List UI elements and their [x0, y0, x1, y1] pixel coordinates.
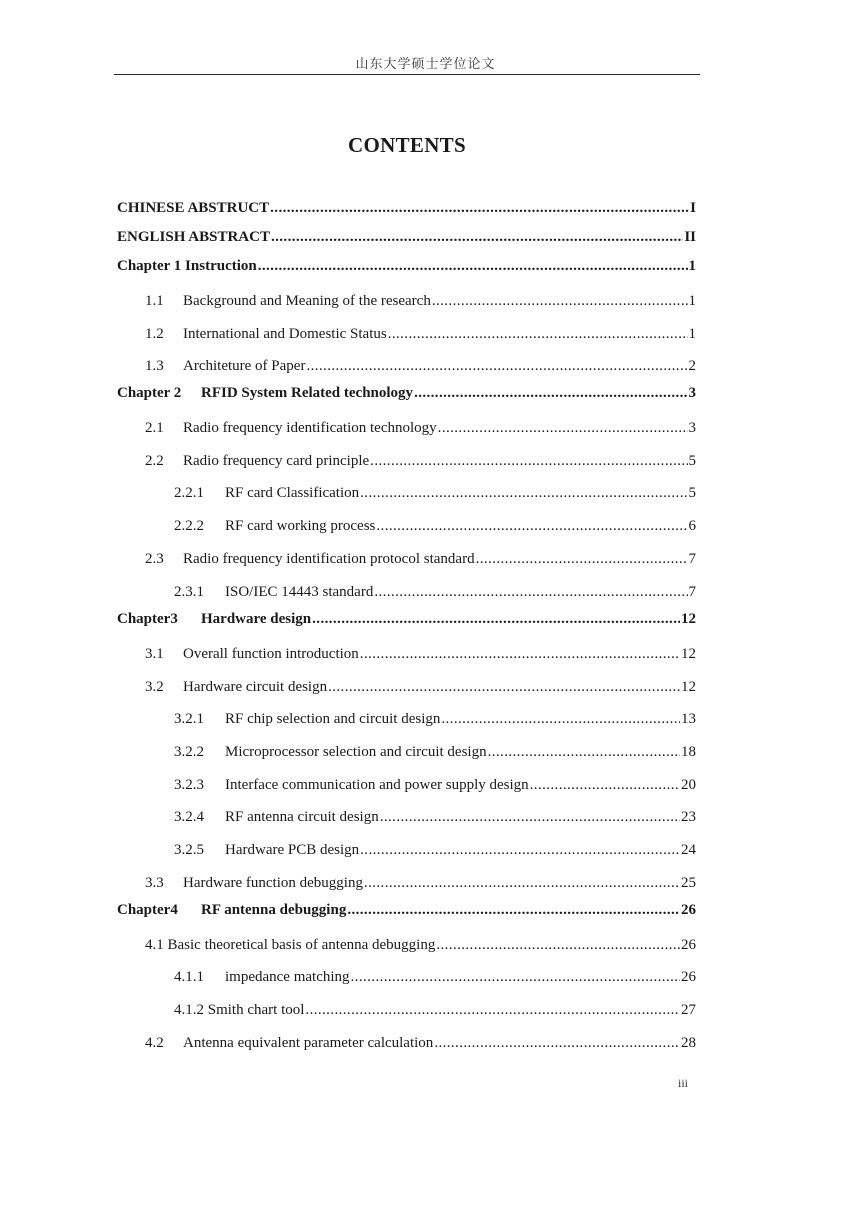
toc-number: 2.2 [145, 453, 164, 469]
toc-number: Chapter 2 [117, 385, 182, 401]
toc-page: 1 [688, 326, 696, 342]
toc-page: 24 [681, 842, 696, 858]
dot-leader [530, 775, 680, 795]
toc-label: Architeture of Paper [183, 358, 306, 374]
dot-leader [360, 483, 687, 503]
toc-entry-3-2-3[interactable] [174, 775, 696, 795]
toc-page: 12 [681, 646, 696, 662]
toc-label: impedance matching [225, 969, 350, 985]
toc-page: 25 [681, 875, 696, 891]
dot-leader [436, 935, 680, 955]
dot-leader [374, 582, 687, 602]
toc-number: Chapter4 [117, 902, 178, 918]
toc-number: 1.3 [145, 358, 164, 374]
toc-number: 2.2.1 [174, 485, 204, 501]
toc-page: 28 [681, 1035, 696, 1051]
toc-entry-4-1-1[interactable] [174, 967, 696, 987]
dot-leader [488, 742, 680, 762]
toc-label: Antenna equivalent parameter calculation [183, 1035, 434, 1051]
toc-entry-4-1-2[interactable] [174, 1000, 696, 1020]
toc-label: Chapter 1 Instruction [117, 258, 257, 274]
dot-leader [370, 451, 687, 471]
toc-page: 2 [688, 358, 696, 374]
toc-entry-chapter-3[interactable] [117, 609, 696, 629]
toc-number: 3.3 [145, 875, 164, 891]
toc-number: 3.1 [145, 646, 164, 662]
dot-leader [476, 549, 688, 569]
toc-label: Hardware design [201, 611, 312, 627]
toc-label: Hardware circuit design [183, 679, 328, 695]
toc-entry-3-2-5[interactable] [174, 840, 696, 860]
toc-page: 7 [688, 584, 696, 600]
toc-entry-3-2[interactable] [145, 677, 696, 697]
dot-leader [360, 840, 680, 860]
toc-number: 3.2.4 [174, 809, 204, 825]
dot-leader [270, 198, 689, 218]
page-folio: iii [678, 1076, 689, 1090]
toc-page: 1 [688, 293, 696, 309]
toc-page: 20 [681, 777, 696, 793]
toc-entry-chapter-1[interactable] [117, 256, 696, 276]
toc-label: CHINESE ABSTRUCT [117, 200, 270, 216]
dot-leader [328, 677, 680, 697]
dot-leader [414, 383, 687, 403]
toc-entry-4-2[interactable] [145, 1033, 696, 1053]
toc-page: 3 [688, 420, 696, 436]
toc-label: 4.1.2 Smith chart tool [174, 1002, 305, 1018]
toc-label: ISO/IEC 14443 standard [225, 584, 374, 600]
dot-leader [305, 1000, 680, 1020]
dot-leader [351, 967, 680, 987]
toc-entry-2-2[interactable] [145, 451, 696, 471]
toc-entry-chapter-2[interactable] [117, 383, 696, 403]
toc-number: 3.2.2 [174, 744, 204, 760]
toc-label: RFID System Related technology [201, 385, 414, 401]
dot-leader [432, 291, 688, 311]
running-header: 山东大学硕士学位论文 [355, 57, 496, 72]
toc-entry-3-2-4[interactable] [174, 807, 696, 827]
toc-number: 3.2 [145, 679, 164, 695]
toc-label: RF card working process [225, 518, 376, 534]
toc-page: 6 [688, 518, 696, 534]
toc-label: RF antenna debugging [201, 902, 347, 918]
toc-page: 12 [681, 611, 696, 627]
toc-label: Radio frequency card principle [183, 453, 370, 469]
toc-page: 26 [681, 969, 696, 985]
toc-page: I [690, 200, 696, 216]
toc-label: Overall function introduction [183, 646, 359, 662]
toc-page: 7 [688, 551, 696, 567]
toc-label: Radio frequency identification protocol standard [183, 551, 475, 567]
dot-leader [441, 709, 680, 729]
toc-label: Background and Meaning of the research [183, 293, 431, 309]
toc-page: 5 [688, 485, 696, 501]
toc-entry-2-3[interactable] [145, 549, 696, 569]
toc-label: Hardware function debugging [183, 875, 363, 891]
toc-page: 26 [681, 902, 696, 918]
toc-label: RF chip selection and circuit design [225, 711, 441, 727]
toc-label: ENGLISH ABSTRACT [117, 229, 270, 245]
toc-label: Hardware PCB design [225, 842, 360, 858]
toc-page: 3 [688, 385, 696, 401]
dot-leader [312, 609, 680, 629]
toc-page: 13 [681, 711, 696, 727]
dot-leader [364, 873, 680, 893]
dot-leader [380, 807, 680, 827]
toc-label: Radio frequency identification technology [183, 420, 437, 436]
toc-page: II [684, 229, 696, 245]
toc-entry-1-3[interactable] [145, 356, 696, 376]
toc-number: 1.1 [145, 293, 164, 309]
toc-entry-2-2-2[interactable] [174, 516, 696, 536]
dot-leader [306, 356, 687, 376]
toc-entry-3-1[interactable] [145, 644, 696, 664]
toc-number: 3.2.5 [174, 842, 204, 858]
toc-entry-2-3-1[interactable] [174, 582, 696, 602]
toc-page: 27 [681, 1002, 696, 1018]
toc-page: 23 [681, 809, 696, 825]
dot-leader [271, 227, 683, 247]
toc-number: 3.2.1 [174, 711, 204, 727]
toc-entry-3-2-1[interactable] [174, 709, 696, 729]
toc-page: 5 [688, 453, 696, 469]
toc-label: RF card Classification [225, 485, 360, 501]
toc-entry-chinese-abstract[interactable] [117, 198, 696, 218]
toc-page: 18 [681, 744, 696, 760]
dot-leader [438, 418, 688, 438]
dot-leader [388, 324, 688, 344]
toc-label: Interface communication and power supply design [225, 777, 529, 793]
toc-label: 4.1 Basic theoretical basis of antenna debugging [145, 937, 436, 953]
toc-entry-4-1[interactable] [145, 935, 696, 955]
toc-number: 2.1 [145, 420, 164, 436]
toc-number: 4.2 [145, 1035, 164, 1051]
toc-page: 1 [688, 258, 696, 274]
header-rule [114, 74, 700, 75]
toc-entry-2-1[interactable] [145, 418, 696, 438]
toc-entry-1-2[interactable] [145, 324, 696, 344]
toc-entry-3-2-2[interactable] [174, 742, 696, 762]
toc-number: 2.2.2 [174, 518, 204, 534]
toc-entry-1-1[interactable] [145, 291, 696, 311]
toc-label: RF antenna circuit design [225, 809, 379, 825]
toc-page: 26 [681, 937, 696, 953]
toc-entry-2-2-1[interactable] [174, 483, 696, 503]
toc-number: 1.2 [145, 326, 164, 342]
toc-number: 4.1.1 [174, 969, 204, 985]
dot-leader [434, 1033, 680, 1053]
toc-number: 2.3 [145, 551, 164, 567]
dot-leader [258, 256, 688, 276]
toc-label: International and Domestic Status [183, 326, 387, 342]
toc-number: Chapter3 [117, 611, 178, 627]
toc-label: Microprocessor selection and circuit design [225, 744, 487, 760]
toc-entry-chapter-4[interactable] [117, 900, 696, 920]
dot-leader [360, 644, 680, 664]
toc-page: 12 [681, 679, 696, 695]
toc-number: 2.3.1 [174, 584, 204, 600]
toc-number: 3.2.3 [174, 777, 204, 793]
toc-entry-english-abstract[interactable] [117, 227, 696, 247]
toc-entry-3-3[interactable] [145, 873, 696, 893]
page-title: CONTENTS [348, 133, 466, 157]
dot-leader [347, 900, 680, 920]
dot-leader [376, 516, 687, 536]
